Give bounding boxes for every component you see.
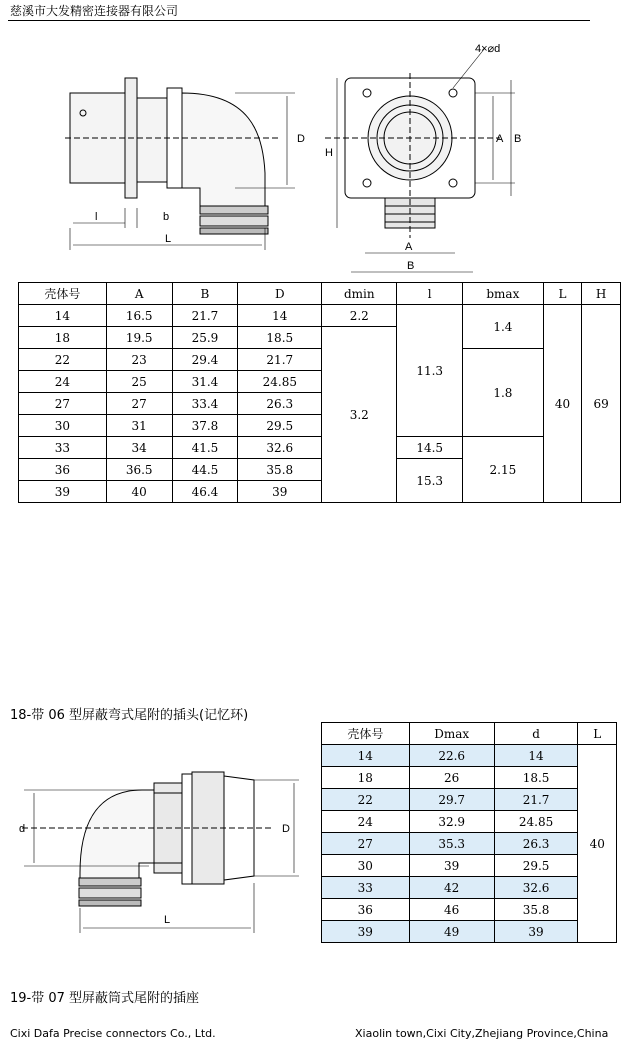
cell: 19.5 [106, 327, 172, 349]
table-row [322, 899, 617, 921]
cell: 32.6 [238, 437, 322, 459]
col-header: L [543, 283, 582, 305]
cell: 33.4 [172, 393, 238, 415]
cell: 49 [409, 921, 494, 943]
cell: 32.6 [494, 877, 578, 899]
cell: 35.3 [409, 833, 494, 855]
dim-d-label: d [19, 823, 26, 835]
table-header-row [19, 283, 621, 305]
cell: 40 [106, 481, 172, 503]
dim-D-label: D [282, 823, 290, 835]
cell: 41.5 [172, 437, 238, 459]
cell: 27 [322, 833, 410, 855]
dim-l-label: l [95, 211, 98, 223]
cell: 24 [19, 371, 107, 393]
connector-drawing-1 [55, 38, 525, 280]
cell: 36 [19, 459, 107, 481]
cell: 30 [322, 855, 410, 877]
col-header: 壳体号 [322, 723, 410, 745]
hole-spec-label: 4×⌀d [475, 43, 501, 55]
cell: 42 [409, 877, 494, 899]
table-row [322, 811, 617, 833]
cell: 27 [19, 393, 107, 415]
cell: 44.5 [172, 459, 238, 481]
table-row [19, 349, 621, 371]
cell-l: 14.5 [397, 437, 463, 459]
dim-B-right-label: B [514, 133, 522, 145]
table-row [322, 877, 617, 899]
cell: 24 [322, 811, 410, 833]
cell: 23 [106, 349, 172, 371]
col-header: l [397, 283, 463, 305]
col-header: B [172, 283, 238, 305]
cell: 39 [238, 481, 322, 503]
cell-bmax: 1.8 [463, 349, 544, 437]
table-row [322, 855, 617, 877]
table-row [322, 789, 617, 811]
table-row [322, 767, 617, 789]
col-header: bmax [463, 283, 544, 305]
cell: 34 [106, 437, 172, 459]
cell: 22 [19, 349, 107, 371]
col-header: H [582, 283, 621, 305]
cell: 14 [238, 305, 322, 327]
table-row [19, 305, 621, 327]
cell: 33 [322, 877, 410, 899]
cell: 18.5 [494, 767, 578, 789]
cell: 39 [322, 921, 410, 943]
cell: 46.4 [172, 481, 238, 503]
cell: 18.5 [238, 327, 322, 349]
cell: 25 [106, 371, 172, 393]
cell-l: 15.3 [397, 459, 463, 503]
cell: 32.9 [409, 811, 494, 833]
section-18-title: 18-带 06 型屏蔽弯式尾附的插头(记忆环) [10, 708, 249, 723]
cell-dmin: 2.2 [322, 305, 397, 327]
cell: 14 [19, 305, 107, 327]
cell: 16.5 [106, 305, 172, 327]
col-header: D [238, 283, 322, 305]
cell: 31 [106, 415, 172, 437]
cell: 26 [409, 767, 494, 789]
cell: 39 [409, 855, 494, 877]
col-header: L [578, 723, 617, 745]
cell: 33 [19, 437, 107, 459]
cell-l: 11.3 [397, 305, 463, 437]
cell: 29.5 [494, 855, 578, 877]
dim-L-label: L [165, 233, 172, 245]
cell: 39 [19, 481, 107, 503]
col-header: dmin [322, 283, 397, 305]
connector-drawing-2 [14, 768, 309, 936]
cell: 22.6 [409, 745, 494, 767]
cell-L: 40 [578, 745, 617, 943]
table-row [322, 745, 617, 767]
cell: 18 [19, 327, 107, 349]
cell: 21.7 [238, 349, 322, 371]
cell: 37.8 [172, 415, 238, 437]
cell: 18 [322, 767, 410, 789]
dim-B-bottom-label: B [407, 260, 415, 272]
dim-A-right-label: A [496, 133, 504, 145]
header-divider [8, 20, 590, 21]
table-row [322, 833, 617, 855]
cell: 36.5 [106, 459, 172, 481]
cell-dmin: 3.2 [322, 327, 397, 503]
cell: 29.5 [238, 415, 322, 437]
cell-bmax: 2.15 [463, 437, 544, 503]
dim-H-label: H [325, 147, 333, 159]
col-header: Dmax [409, 723, 494, 745]
cell: 46 [409, 899, 494, 921]
cell: 26.3 [238, 393, 322, 415]
cell: 27 [106, 393, 172, 415]
cell: 24.85 [494, 811, 578, 833]
cell: 25.9 [172, 327, 238, 349]
cell: 26.3 [494, 833, 578, 855]
cell: 21.7 [172, 305, 238, 327]
col-header: d [494, 723, 578, 745]
cell-H: 69 [582, 305, 621, 503]
table-row [19, 437, 621, 459]
cell-bmax: 1.4 [463, 305, 544, 349]
col-header: A [106, 283, 172, 305]
cell: 24.85 [238, 371, 322, 393]
dim-A-bottom-label: A [405, 241, 413, 253]
section-19-title: 19-带 07 型屏蔽筒式尾附的插座 [10, 991, 200, 1006]
cell: 35.8 [238, 459, 322, 481]
spec-table-1 [18, 282, 621, 503]
footer-company: Cixi Dafa Precise connectors Co., Ltd. [10, 1027, 216, 1040]
cell: 29.4 [172, 349, 238, 371]
dim-L-label: L [164, 914, 171, 926]
company-header: 慈溪市大发精密连接器有限公司 [10, 4, 179, 18]
cell: 29.7 [409, 789, 494, 811]
spec-table-2 [321, 722, 617, 943]
table-header-row [322, 723, 617, 745]
cell: 36 [322, 899, 410, 921]
cell: 30 [19, 415, 107, 437]
cell-L: 40 [543, 305, 582, 503]
dim-b-label: b [163, 211, 170, 223]
cell: 14 [322, 745, 410, 767]
dim-D-label: D [297, 133, 305, 145]
table-row [322, 921, 617, 943]
cell: 35.8 [494, 899, 578, 921]
cell: 14 [494, 745, 578, 767]
cell: 21.7 [494, 789, 578, 811]
cell: 31.4 [172, 371, 238, 393]
cell: 22 [322, 789, 410, 811]
col-header: 壳体号 [19, 283, 107, 305]
cell: 39 [494, 921, 578, 943]
footer-address: Xiaolin town,Cixi City,Zhejiang Province,China [355, 1027, 609, 1040]
